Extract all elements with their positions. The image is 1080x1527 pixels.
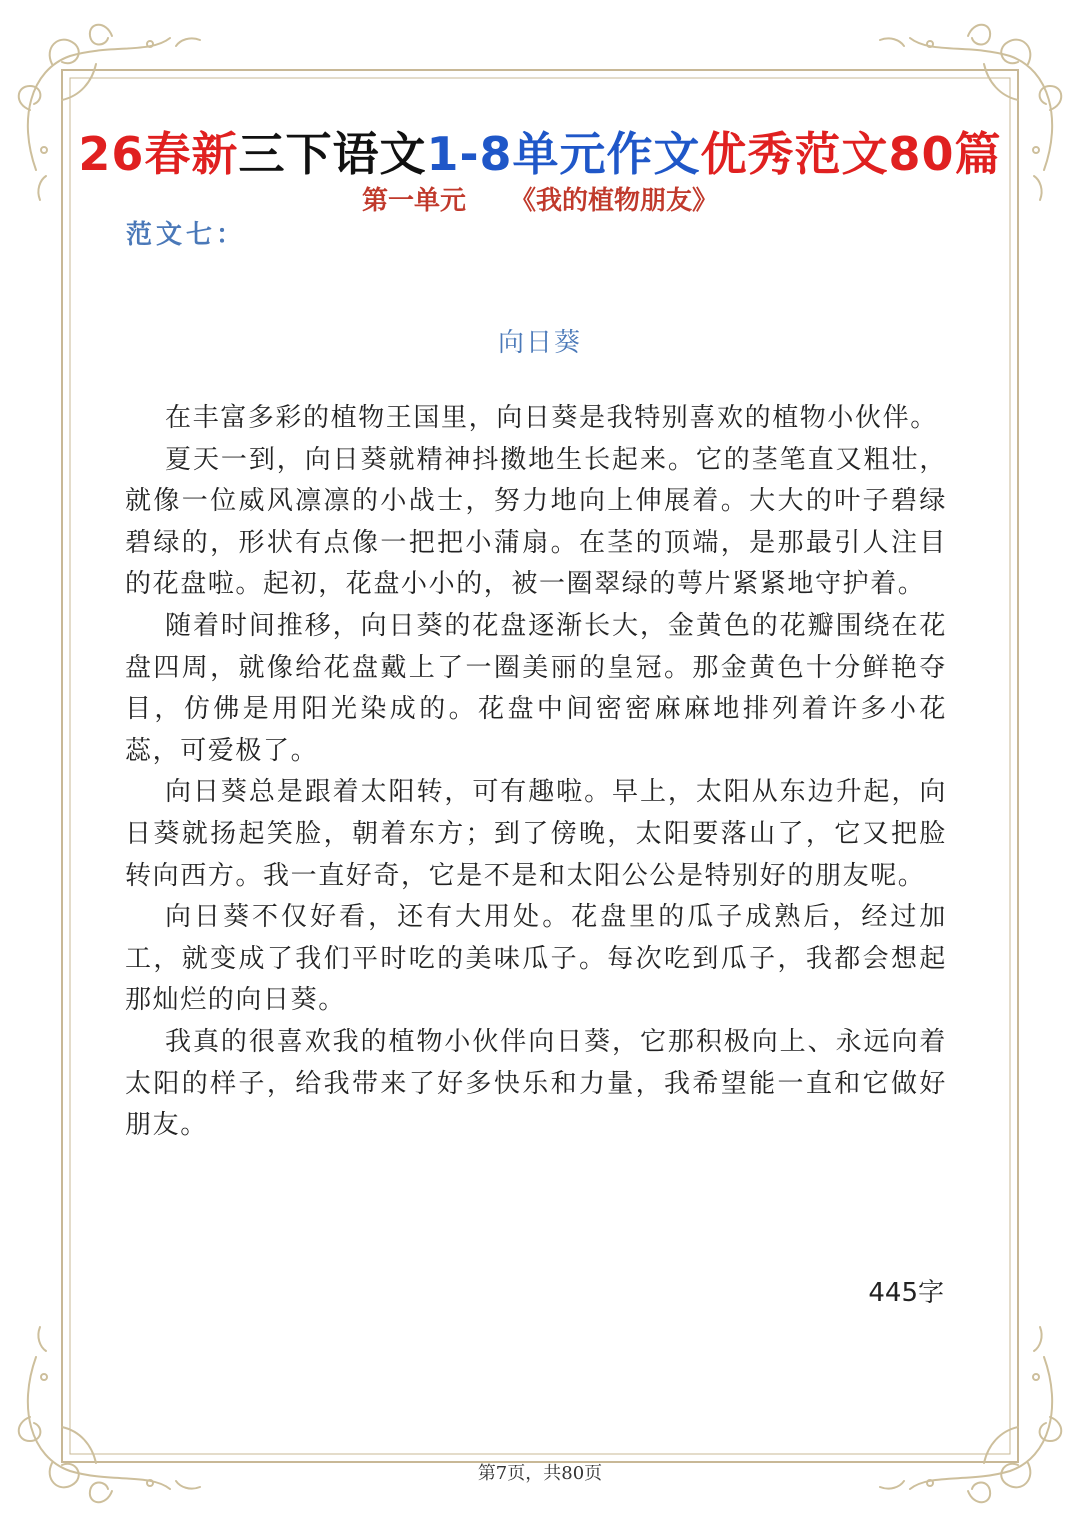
page-title	[0, 118, 1080, 184]
essay-paragraph: 在丰富多彩的植物王国里，向日葵是我特别喜欢的植物小伙伴。	[165, 403, 938, 433]
title-part: 1-8单元作文	[426, 127, 701, 181]
essay-paragraph: 向日葵总是跟着太阳转，可有趣啦。早上，太阳从东边升起，向日葵就扬起笑脸，朝着东方；到了傍晚，太阳要落山了，它又把脸转向西方。我一直好奇，它是不是和太阳公公是特别好的朋友呢。	[125, 777, 947, 891]
essay-body	[125, 398, 947, 1147]
page-number: 第7页，共80页	[477, 1463, 603, 1484]
title-part: 优秀范文80篇	[700, 127, 1002, 181]
unit-label: 第一单元	[361, 186, 466, 216]
title-part: 三下语文	[238, 127, 427, 181]
topic-label: 《我的植物朋友》	[510, 186, 719, 216]
unit-subtitle	[0, 180, 1080, 217]
sample-label: 范文七：	[126, 220, 247, 250]
essay-title: 向日葵	[497, 328, 582, 358]
essay-paragraph: 夏天一到，向日葵就精神抖擞地生长起来。它的茎笔直又粗壮，就像一位威风凛凛的小战士，努力地向上伸展着。大大的叶子碧绿碧绿的，形状有点像一把把小蒲扇。在茎的顶端，是那最引人注目的花盘啦。起初，花盘小小的，被一圈翠绿的萼片紧紧地守护着。	[125, 444, 947, 600]
essay-paragraph: 随着时间推移，向日葵的花盘逐渐长大，金黄色的花瓣围绕在花盘四周，就像给花盘戴上了一圈美丽的皇冠。那金黄色十分鲜艳夺目，仿佛是用阳光染成的。花盘中间密密麻麻地排列着许多小花蕊，可爱极了。	[125, 610, 947, 766]
essay-paragraph: 我真的很喜欢我的植物小伙伴向日葵，它那积极向上、永远向着太阳的样子，给我带来了好多快乐和力量，我希望能一直和它做好朋友。	[125, 1026, 947, 1141]
essay-paragraph: 向日葵不仅好看，还有大用处。花盘里的瓜子成熟后，经过加工，就变成了我们平时吃的美味瓜子。每次吃到瓜子，我都会想起那灿烂的向日葵。	[125, 902, 947, 1016]
title-part: 26春新	[78, 127, 239, 181]
word-count: 445字	[868, 1278, 944, 1308]
